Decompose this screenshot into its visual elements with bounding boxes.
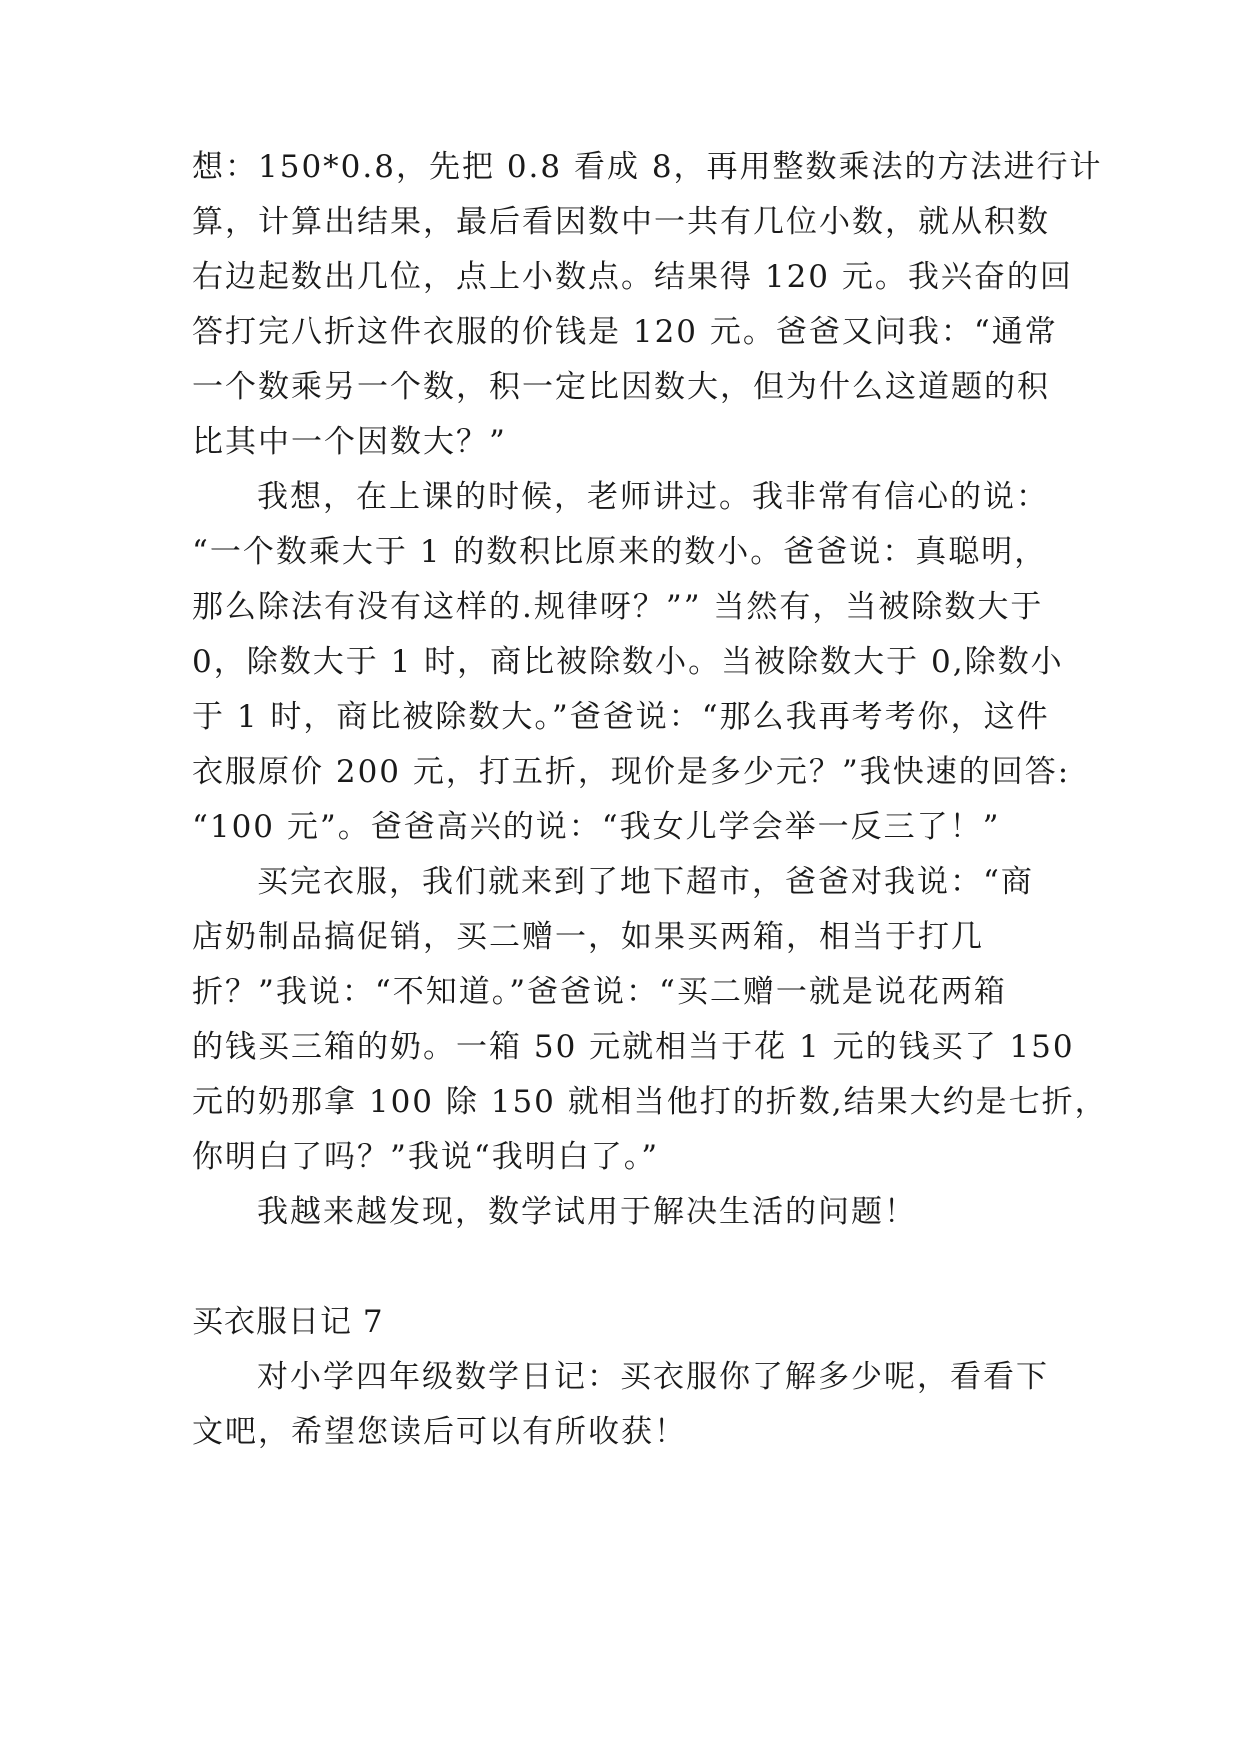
text-line: 算，计算出结果，最后看因数中一共有几位小数，就从积数 (192, 204, 1050, 240)
text-line: 你明白了吗？”我说“我明白了。” (192, 1139, 660, 1175)
text-line: 我想，在上课的时候，老师讲过。我非常有信心的说： (257, 479, 1049, 515)
text-line: 对小学四年级数学日记：买衣服你了解多少呢，看看下 (257, 1359, 1049, 1395)
text-line: 文吧，希望您读后可以有所收获！ (192, 1414, 687, 1450)
text-line: 的钱买三箱的奶。一箱 50 元就相当于花 1 元的钱买了 150 (192, 1029, 1075, 1065)
text-line: 我越来越发现，数学试用于解决生活的问题！ (257, 1194, 917, 1230)
text-line: “100 元”。爸爸高兴的说：“我女儿学会举一反三了！” (192, 809, 1001, 845)
text-line: 答打完八折这件衣服的价钱是 120 元。爸爸又问我：“通常 (192, 314, 1058, 350)
text-line: 右边起数出几位，点上小数点。结果得 120 元。我兴奋的回 (192, 259, 1073, 295)
text-line: 衣服原价 200 元，打五折，现价是多少元？”我快速的回答: (192, 754, 1071, 790)
text-line: 于 1 时，商比被除数大。”爸爸说：“那么我再考考你，这件 (192, 699, 1050, 735)
text-line: “一个数乘大于 1 的数积比原来的数小。爸爸说：真聪明， (192, 534, 1048, 570)
text-line: 元的奶那拿 100 除 150 就相当他打的折数,结果大约是七折， (192, 1084, 1108, 1120)
text-line: 买完衣服，我们就来到了地下超市，爸爸对我说：“商 (257, 864, 1034, 900)
text-line: 0，除数大于 1 时，商比被除数小。当被除数大于 0,除数小 (192, 644, 1064, 680)
text-line: 想：150*0.8，先把 0.8 看成 8，再用整数乘法的方法进行计 (192, 149, 1103, 185)
text-line: 一个数乘另一个数，积一定比因数大，但为什么这道题的积 (192, 369, 1050, 405)
text-line: 那么除法有没有这样的.规律呀？”” 当然有，当被除数大于 (192, 589, 1044, 625)
text-line: 比其中一个因数大？” (192, 424, 507, 460)
text-line: 店奶制品搞促销，买二赠一，如果买两箱，相当于打几 (192, 919, 984, 955)
text-line: 折？”我说：“不知道。”爸爸说：“买二赠一就是说花两箱 (192, 974, 1007, 1010)
section-title: 买衣服日记 7 (192, 1304, 384, 1340)
